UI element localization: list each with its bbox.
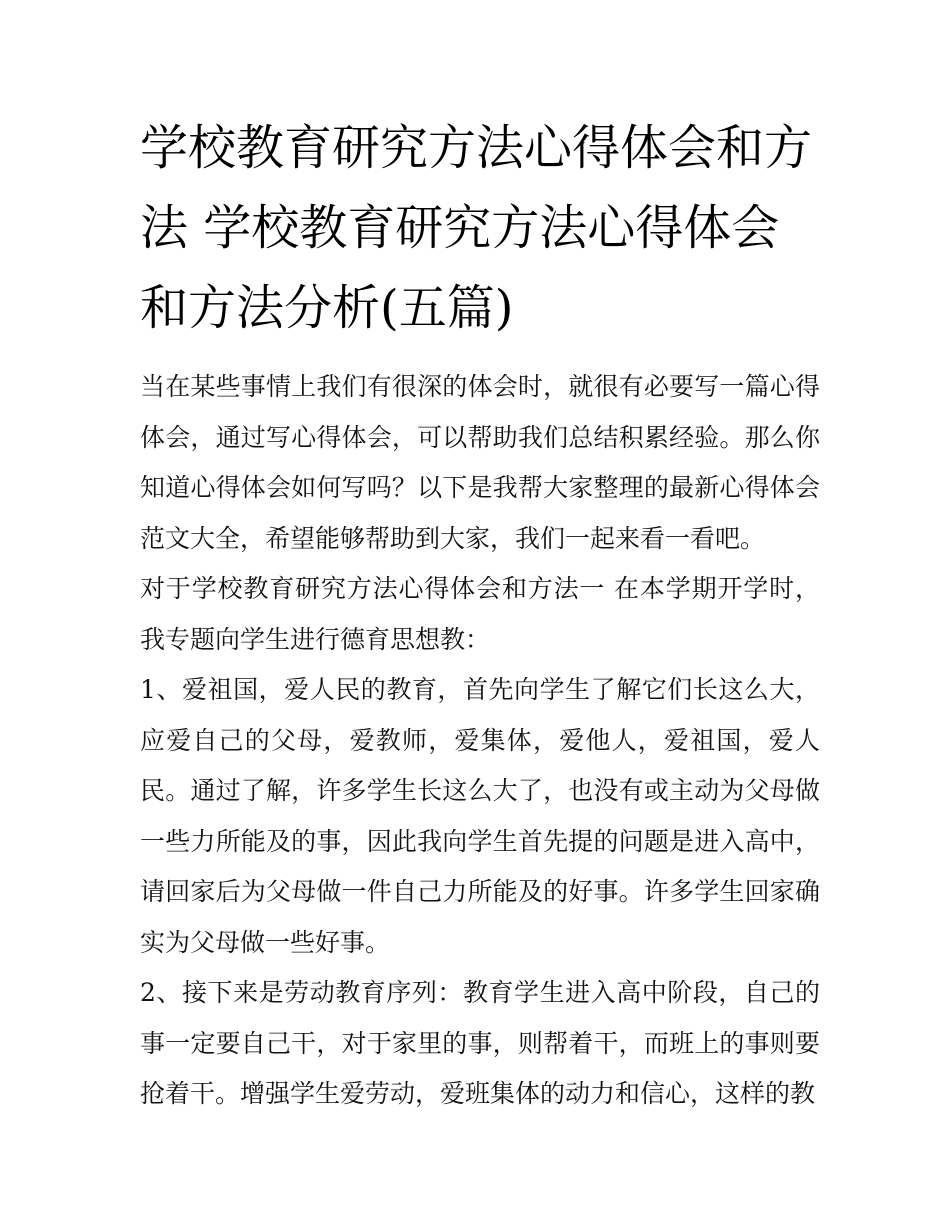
document-title: 学校教育研究方法心得体会和方法 学校教育研究方法心得体会和方法分析(五篇): [140, 120, 813, 336]
document-body: [140, 362, 820, 1120]
document-page: [140, 108, 820, 1120]
intro-paragraph: 当在某些事情上我们有很深的体会时，就很有必要写一篇心得体会，通过写心得体会，可以帮助我们总结积累经验。那么你知道心得体会如何写吗？以下是我帮大家整理的最新心得体会范文大全，希望能够帮助到大家，我们一起来看一看吧。: [140, 372, 820, 553]
section-one-paragraph: 对于学校教育研究方法心得体会和方法一 在本学期开学时，我专题向学生进行德育思想教：: [140, 574, 820, 654]
point-one-paragraph: 1、爱祖国，爱人民的教育，首先向学生了解它们长这么大，应爱自己的父母，爱教师，爱集体，爱他人，爱祖国，爱人民。通过了解，许多学生长这么大了，也没有或主动为父母做一些力所能及的事，因此我向学生首先提的问题是进入高中，请回家后为父母做一件自己力所能及的好事。许多学生回家确实为父母做一些好事。: [140, 675, 820, 957]
point-two-paragraph: 2、接下来是劳动教育序列：教育学生进入高中阶段，自己的事一定要自己干，对于家里的事，则帮着干，而班上的事则要抢着干。增强学生爱劳动，爱班集体的动力和信心，这样的教: [140, 978, 820, 1108]
